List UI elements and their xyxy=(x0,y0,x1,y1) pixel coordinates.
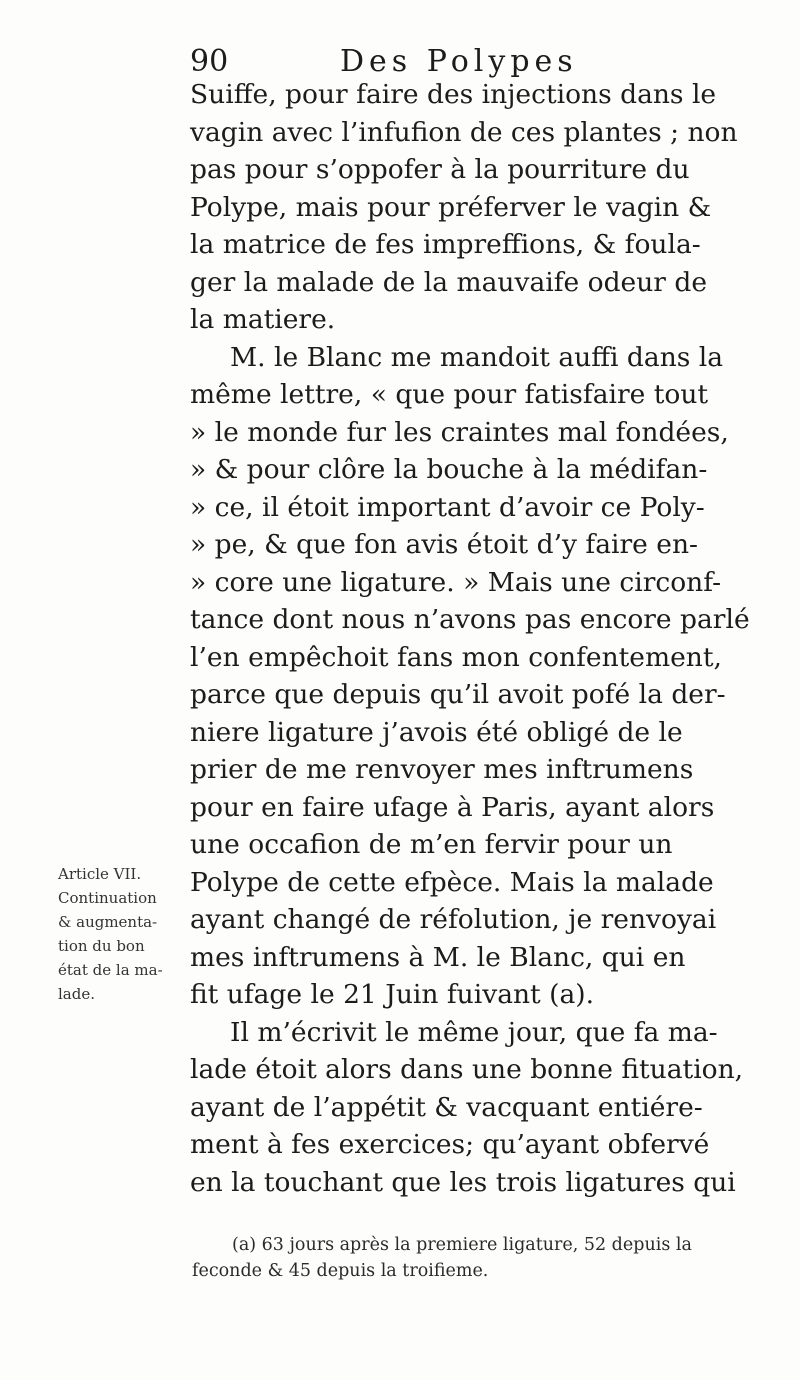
text-line: en la touchant que les trois ligatures qui xyxy=(190,1166,736,1198)
running-title: Des Polypes xyxy=(340,44,578,79)
text-line: pas pour s’oppofer à la pourriture du xyxy=(190,154,690,185)
margin-note-line: Continuation xyxy=(58,889,157,907)
text-line: ger la malade de la mauvaife odeur de xyxy=(190,266,708,298)
page-number: 90 xyxy=(190,44,229,79)
margin-note-line: état de la ma- xyxy=(58,961,163,979)
margin-note-line: tion du bon xyxy=(58,937,145,955)
footnote xyxy=(192,1232,692,1284)
text-line: niere ligature j’avois été obligé de le xyxy=(190,716,683,748)
text-line: » core une ligature. » Mais une circonf- xyxy=(190,566,722,598)
text-line: vagin avec l’infufion de ces plantes ; non xyxy=(190,116,738,148)
text-line: la matiere. xyxy=(190,304,336,335)
text-line: ment à fes exercices; qu’ayant obfervé xyxy=(190,1129,710,1160)
text-line: une occafion de m’en fervir pour un xyxy=(190,829,673,860)
footnote-line: (a) 63 jours après la premiere ligature, 52 depuis la xyxy=(232,1235,692,1255)
text-line: mes inftrumens à M. le Blanc, qui en xyxy=(190,941,686,973)
margin-note xyxy=(58,862,188,1006)
text-line: ayant de l’appétit & vacquant entiére- xyxy=(190,1091,703,1123)
text-line: » & pour clôre la bouche à la médifan- xyxy=(190,454,708,485)
text-line: la matrice de fes impreffions, & foula- xyxy=(190,229,701,260)
text-line: » le monde fur les craintes mal fondées, xyxy=(190,416,729,448)
text-line: lade étoit alors dans une bonne fituation, xyxy=(190,1054,744,1085)
text-line: Polype de cette efpèce. Mais la malade xyxy=(190,866,714,898)
text-line: tance dont nous n’avons pas encore parlé xyxy=(190,604,750,635)
body-text xyxy=(190,76,750,1201)
margin-note-line: Article VII. xyxy=(58,865,142,883)
text-line: parce que depuis qu’il avoit pofé la der- xyxy=(190,679,726,710)
text-line: ayant changé de réfolution, je renvoyai xyxy=(190,904,717,935)
text-line: pour en faire ufage à Paris, ayant alors xyxy=(190,791,715,823)
text-line: Il m’écrivit le même jour, que fa ma- xyxy=(230,1016,718,1048)
text-line: Polype, mais pour préferver le vagin & xyxy=(190,191,712,223)
text-line: Suiffe, pour faire des injections dans le xyxy=(190,79,717,110)
text-line: même lettre, « que pour fatisfaire tout xyxy=(190,379,709,410)
text-line: l’en empêchoit fans mon confentement, xyxy=(190,641,722,673)
text-line: M. le Blanc me mandoit auffi dans la xyxy=(230,341,724,373)
margin-note-line: lade. xyxy=(58,985,95,1003)
text-line: » pe, & que fon avis étoit d’y faire en- xyxy=(190,529,698,560)
text-line: » ce, il étoit important d’avoir ce Poly- xyxy=(190,491,705,523)
margin-note-line: & augmenta- xyxy=(58,913,158,931)
text-line: fit ufage le 21 Juin fuivant (a). xyxy=(190,979,595,1010)
footnote-line: feconde & 45 depuis la troifieme. xyxy=(192,1261,489,1281)
text-line: prier de me renvoyer mes inftrumens xyxy=(190,754,694,785)
